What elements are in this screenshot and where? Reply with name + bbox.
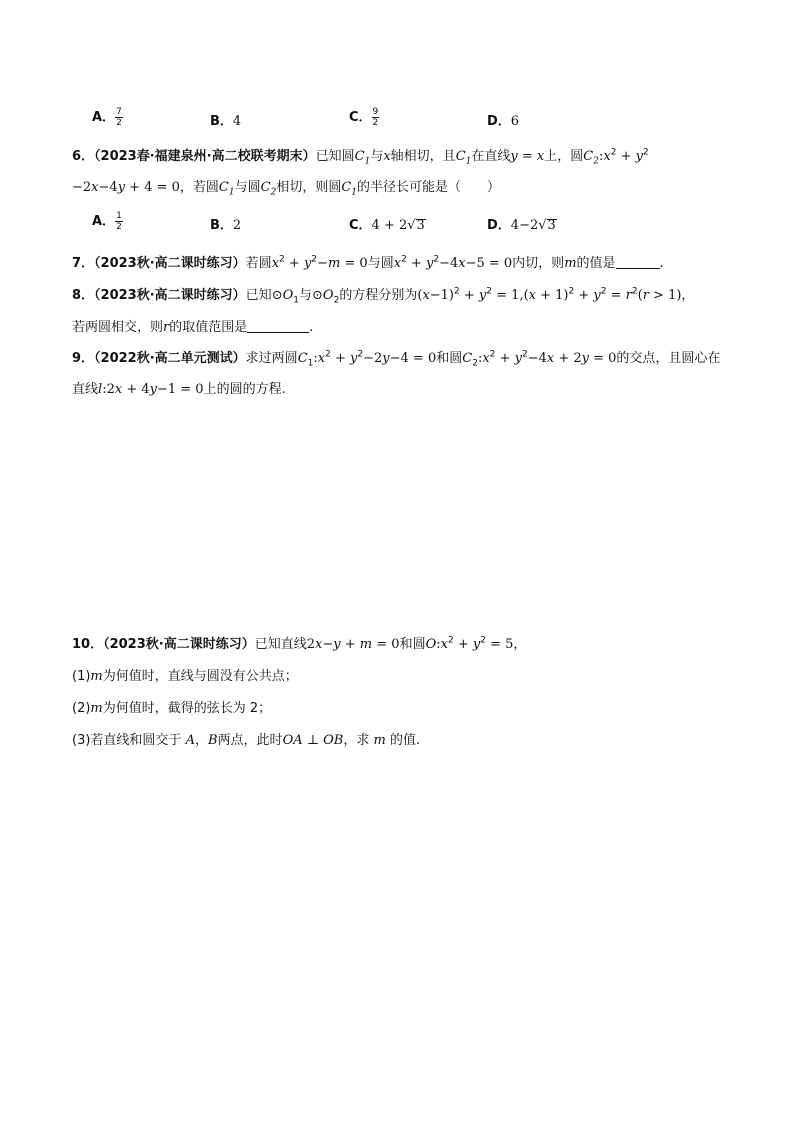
math: $C_1$ xyxy=(455,149,472,167)
math: r xyxy=(163,320,170,335)
question-text: 在直线 xyxy=(471,149,511,164)
question-text: 已知 xyxy=(245,288,272,303)
part-number: (3) xyxy=(72,733,91,748)
question-text: 直线 xyxy=(72,382,99,397)
q10-part-2 xyxy=(72,697,271,716)
question-number: 7． xyxy=(72,256,95,271)
q10-part-3: (3)若直线和圆交于 A，B两点，此时OA ⊥ OB，求 m 的值. xyxy=(72,733,421,748)
question-number: 9． xyxy=(72,351,95,366)
q10-part-1 xyxy=(72,665,298,684)
fraction xyxy=(372,107,380,128)
option-value: 2 xyxy=(232,218,242,233)
question-text: 上的圆的方程. xyxy=(203,382,286,397)
question-text: 的值是 xyxy=(576,256,616,271)
question-text: 与 xyxy=(299,288,313,303)
question-text: 已知直线 xyxy=(254,637,307,652)
question-text: ， xyxy=(194,733,208,748)
math: OA xyxy=(282,733,303,748)
question-text: 为何值时，截得的弦长为 2； xyxy=(102,701,272,716)
question-text: 若两圆相交，则 xyxy=(72,320,164,335)
math: x xyxy=(271,256,280,271)
option-label: C． xyxy=(349,218,372,233)
math: m xyxy=(90,701,103,716)
math: C xyxy=(462,351,473,366)
question-text: 与 xyxy=(370,149,384,164)
option-label: B． xyxy=(210,218,233,233)
sqrt-argument: 3 xyxy=(416,218,425,233)
math: O xyxy=(282,288,294,303)
q6-option-b xyxy=(210,214,241,233)
math: $C_1$ xyxy=(354,149,371,167)
q6-option-d: D．4−2√3 xyxy=(487,218,556,233)
math: x xyxy=(393,256,402,271)
question-text: 和圆 xyxy=(436,351,463,366)
q8-line-2: 若两圆相交，则r的取值范围是 . xyxy=(72,320,314,335)
option-label: A． xyxy=(92,214,116,229)
fraction xyxy=(115,107,123,128)
question-text: 的交点，且圆心在 xyxy=(616,351,721,366)
option-label: B． xyxy=(210,114,233,129)
option-value: 4 + 2 xyxy=(371,218,408,233)
numerator: 9 xyxy=(372,107,379,117)
q10-line-1: 10．（2023秋·高二课时练习）已知直线2x−y + m = 0和圆$O:x^2 + y^2 = 5$， xyxy=(72,635,527,652)
q9-line-2: 直线l:2x + 4y−1 = 0上的圆的方程. xyxy=(72,382,286,397)
question-text: 与圆 xyxy=(234,180,261,195)
option-value: 4 xyxy=(232,114,242,129)
q5-option-b xyxy=(210,110,241,129)
question-text: 的值. xyxy=(389,733,421,748)
answer-blank xyxy=(616,256,660,269)
question-number: 10． xyxy=(72,637,104,652)
math: O xyxy=(322,288,334,303)
q5-option-c xyxy=(349,106,379,128)
q5-option-a xyxy=(92,106,123,128)
math: C xyxy=(297,351,308,366)
q6-line-1: 6．（2023春·福建泉州·高二校联考期末）已知圆$C_1$与x轴相切，且$C_1$在直线y = x上，圆$C_2:x^2 + y^2$ xyxy=(72,147,649,167)
q9-line-1: 9．（2022秋·高二单元测试）求过两圆$C_1:x^2 + y^2-2y-4 = 0$和圆$C_2:x^2 + y^2-4x + 2y = 0$的交点，且圆心在 xyxy=(72,349,721,369)
math: 2 xyxy=(306,637,316,652)
question-text: 相切，则圆 xyxy=(276,180,342,195)
math: −2 xyxy=(72,180,92,195)
question-text: 的半径长可能是（ ） xyxy=(357,180,501,195)
question-text: 上，圆 xyxy=(544,149,584,164)
option-label: A． xyxy=(92,110,116,125)
fraction xyxy=(115,211,123,232)
question-text: 为何值时，直线与圆没有公共点； xyxy=(102,669,298,684)
option-label: D． xyxy=(487,218,511,233)
math: m xyxy=(564,256,577,271)
question-source: （2023秋·高二课时练习） xyxy=(94,256,246,271)
numerator: 1 xyxy=(116,211,122,221)
option-value: 6 xyxy=(510,114,520,129)
answer-blank xyxy=(247,320,309,333)
denominator: 2 xyxy=(372,118,379,128)
math: A xyxy=(181,733,195,748)
question-text: ，若圆 xyxy=(179,180,219,195)
question-text: ，求 xyxy=(343,733,370,748)
q7-line: 7．（2023秋·高二课时练习）若圆$x^2 + y^2-m = 0$与圆$x^2 + y^2-4x-5 = 0$内切，则m的值是 . xyxy=(72,254,664,271)
math: m xyxy=(90,669,103,684)
q8-line-1: 8．（2023秋·高二课时练习）已知$⊙O_1$与$⊙O_2$的方程分别为$(x-1)^2 + y^2 = 1,(x + 1)^2 + y^2 = r^2(r > 1)$， xyxy=(72,286,695,306)
part-number: (2) xyxy=(72,701,91,716)
math: $C_1$ xyxy=(341,180,358,198)
question-number: 6． xyxy=(72,149,95,164)
question-text: 两点，此时 xyxy=(217,733,283,748)
math: $C_2$ xyxy=(583,149,599,167)
numerator: 7 xyxy=(116,107,122,117)
question-source: （2023秋·高二课时练习） xyxy=(103,637,255,652)
question-text: 内切，则 xyxy=(512,256,565,271)
question-source: （2022秋·高二单元测试） xyxy=(94,351,246,366)
q6-line-2: −2x−4y + 4 = 0，若圆$C_1$与圆$C_2$相切，则圆$C_1$的半径长可能是（ ） xyxy=(72,180,501,198)
q6-option-a xyxy=(92,210,123,232)
q5-option-d xyxy=(487,110,519,129)
option-label: D． xyxy=(487,114,511,129)
question-text: 若直线和圆交于 xyxy=(90,733,182,748)
question-text: 的取值范围是 xyxy=(169,320,248,335)
question-text: 与圆 xyxy=(367,256,394,271)
math: O xyxy=(425,637,437,652)
math: y xyxy=(510,149,518,164)
q6-option-c: C．4 + 2√3 xyxy=(349,218,425,233)
question-number: 8． xyxy=(72,288,95,303)
question-text: 求过两圆 xyxy=(245,351,298,366)
denominator: 2 xyxy=(116,118,122,128)
math: l xyxy=(98,382,103,397)
question-text: 已知圆 xyxy=(315,149,355,164)
option-label: C． xyxy=(349,110,372,125)
option-value: 4−2 xyxy=(510,218,539,233)
part-number: (1) xyxy=(72,669,91,684)
math: B xyxy=(207,733,218,748)
math: $C_2$ xyxy=(260,180,277,198)
question-text: 和圆 xyxy=(399,637,426,652)
question-source: （2023秋·高二课时练习） xyxy=(94,288,246,303)
question-text: 若圆 xyxy=(245,256,272,271)
sqrt-argument: 3 xyxy=(547,218,556,233)
math: $C_1$ xyxy=(218,180,235,198)
question-text: 的方程分别为 xyxy=(339,288,418,303)
question-text: 轴相切，且 xyxy=(390,149,456,164)
denominator: 2 xyxy=(116,222,122,232)
math: m xyxy=(369,733,390,748)
math: x xyxy=(383,149,391,164)
question-source: （2023春·福建泉州·高二校联考期末） xyxy=(94,149,316,164)
